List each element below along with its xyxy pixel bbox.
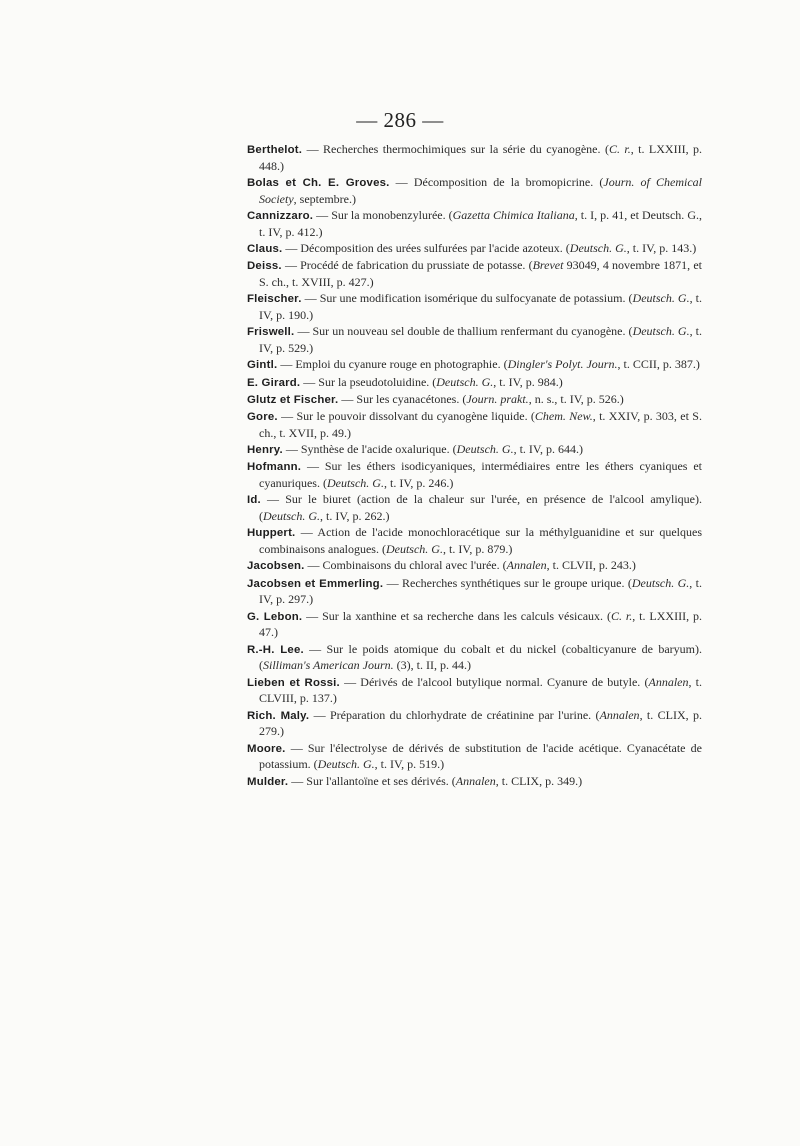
bibliography-entry xyxy=(247,558,702,575)
entry-author: Jacobsen. xyxy=(247,560,305,573)
entry-source: Deutsch. G. xyxy=(456,442,514,457)
entry-author: Bolas et Ch. E. Groves. xyxy=(247,177,390,189)
bibliography-entry xyxy=(247,525,702,557)
entry-reference: , t. LXXIII, p. 47.) xyxy=(259,608,703,640)
entry-reference: , n. s., t. IV, p. 526.) xyxy=(528,391,624,406)
entry-reference: , t. CLIX, p. 349.) xyxy=(495,773,583,788)
entry-text: — Sur une modification isomérique du sulfocyanate de potassium. ( xyxy=(301,291,633,306)
bibliography-list xyxy=(247,142,702,791)
entry-reference: , t. CLVIII, p. 137.) xyxy=(259,674,702,706)
bibliography-entry xyxy=(247,357,702,374)
bibliography-entry xyxy=(247,241,702,258)
entry-author: Fleischer. xyxy=(247,293,302,306)
entry-text: — Sur les cyanacétones. ( xyxy=(338,391,467,406)
entry-reference: , t. IV, p. 529.) xyxy=(259,324,702,355)
entry-text: — Combinaisons du chloral avec l'urée. ( xyxy=(304,558,507,573)
bibliography-entry xyxy=(247,442,702,459)
bibliography-entry xyxy=(247,375,702,392)
entry-text: — Sur la monobenzylurée. ( xyxy=(313,208,453,222)
entry-reference: , t. CCII, p. 387.) xyxy=(617,357,700,372)
entry-author: Deiss. xyxy=(247,260,282,273)
bibliography-entry xyxy=(247,675,702,707)
entry-reference: , t. CLVII, p. 243.) xyxy=(546,558,636,573)
entry-author: Moore. xyxy=(247,742,286,755)
entry-reference: , t. CLIX, p. 279.) xyxy=(259,707,702,739)
bibliography-entry xyxy=(247,175,702,207)
entry-reference: , t. IV, p. 262.) xyxy=(320,509,390,524)
entry-reference: , t. IV, p. 297.) xyxy=(259,575,702,607)
entry-reference: , t. LXXIII, p. 448.) xyxy=(259,142,703,173)
entry-text: — Sur l'allantoïne et ses dérivés. ( xyxy=(288,773,456,788)
entry-text: — Action de l'acide monochloracétique sur la méthylguanidine et sur quelques combinaisons analogues. ( xyxy=(259,525,702,557)
entry-source: Deutsch. G. xyxy=(569,241,627,255)
bibliography-entry xyxy=(247,642,702,674)
entry-reference: , t. IV, p. 879.) xyxy=(442,542,513,557)
bibliography-entry xyxy=(247,576,702,608)
entry-source: Silliman's American Journ. xyxy=(263,658,394,673)
bibliography-entry xyxy=(247,392,702,409)
entry-reference: , t. IV, p. 143.) xyxy=(626,241,697,255)
entry-source: Deutsch. G. xyxy=(436,374,494,389)
entry-author: Henry. xyxy=(247,444,283,457)
entry-source: Gazetta Chimica Italiana xyxy=(452,208,575,222)
entry-text: — Sur la pseudotoluidine. ( xyxy=(300,374,437,389)
entry-author: Lieben et Rossi. xyxy=(247,676,340,689)
entry-source: Deutsch. G. xyxy=(632,324,690,339)
bibliography-entry xyxy=(247,708,702,740)
entry-text: — Sur un nouveau sel double de thallium renfermant du cyanogène. ( xyxy=(294,324,633,339)
entry-text: — Sur les éthers isodicyaniques, intermédiaires entre les éthers cyaniques et cyanuriques. ( xyxy=(259,459,702,491)
entry-source: Deutsch. G. xyxy=(317,757,375,772)
entry-text: — Sur le pouvoir dissolvant du cyanogène liquide. ( xyxy=(277,409,535,424)
entry-author: Id. xyxy=(247,494,261,507)
entry-source: Annalen xyxy=(599,707,640,722)
entry-source: Annalen xyxy=(506,558,547,573)
entry-source: Annalen xyxy=(648,674,689,689)
entry-author: Rich. Maly. xyxy=(247,709,310,722)
bibliography-entry xyxy=(247,741,702,773)
entry-author: Huppert. xyxy=(247,527,296,540)
entry-source: Deutsch. G. xyxy=(326,476,384,491)
entry-source: Deutsch. G. xyxy=(385,542,443,557)
entry-text: — Sur l'électrolyse de dérivés de substitution de l'acide acétique. Cyanacétate de potassium. ( xyxy=(259,740,702,772)
entry-text: — Recherches thermochimiques sur la série du cyanogène. ( xyxy=(302,142,609,156)
entry-source: Deutsch. G. xyxy=(632,291,690,306)
entry-reference: , t. IV, p. 246.) xyxy=(383,476,454,491)
entry-author: Glutz et Fischer. xyxy=(247,393,339,406)
entry-author: G. Lebon. xyxy=(247,610,303,623)
entry-text: — Préparation du chlorhydrate de créatinine par l'urine. ( xyxy=(309,707,600,722)
entry-text: — Procédé de fabrication du prussiate de potasse. ( xyxy=(281,258,533,273)
bibliography-entry xyxy=(247,774,702,791)
entry-reference: , t. IV, p. 984.) xyxy=(493,374,563,389)
entry-text: — Emploi du cyanure rouge en photographie. ( xyxy=(277,357,508,372)
entry-author: Hofmann. xyxy=(247,461,302,474)
entry-author: R.-H. Lee. xyxy=(247,643,304,656)
bibliography-entry xyxy=(247,258,702,290)
bibliography-entry xyxy=(247,409,702,441)
entry-author: E. Girard. xyxy=(247,376,301,389)
bibliography-entry xyxy=(247,208,702,240)
entry-reference: 93049, 4 novembre 1871, et S. ch., t. XVIII, p. 427.) xyxy=(259,258,702,289)
entry-source: Brevet xyxy=(532,258,564,273)
entry-reference: , t. IV, p. 519.) xyxy=(374,757,445,772)
entry-author: Friswell. xyxy=(247,326,295,339)
entry-author: Claus. xyxy=(247,243,283,255)
entry-text: — Recherches synthétiques sur le groupe urique. ( xyxy=(383,575,632,590)
entry-reference: , t. I, p. 41, et Deutsch. G., t. IV, p. 412.) xyxy=(259,208,702,239)
bibliography-entry xyxy=(247,459,702,491)
entry-author: Gore. xyxy=(247,411,278,424)
entry-author: Berthelot. xyxy=(247,144,303,156)
entry-text: — Synthèse de l'acide oxalurique. ( xyxy=(282,442,457,457)
bibliography-entry xyxy=(247,324,702,356)
bibliography-entry xyxy=(247,492,702,524)
bibliography-entry xyxy=(247,609,702,641)
entry-text: — Décomposition de la bromopicrine. ( xyxy=(389,175,604,189)
entry-source: Chem. New. xyxy=(534,409,593,424)
entry-source: C. r. xyxy=(610,608,633,623)
entry-source: Deutsch. G. xyxy=(631,575,690,590)
entry-text: — Dérivés de l'alcool butylique normal. Cyanure de butyle. ( xyxy=(339,674,649,689)
entry-reference: (3), t. II, p. 44.) xyxy=(393,658,471,673)
entry-source: Journ. of Chemical Society xyxy=(259,175,702,206)
entry-reference: , septembre.) xyxy=(293,191,356,206)
bibliography-entry xyxy=(247,142,702,174)
entry-text: — Sur la xanthine et sa recherche dans les calculs vésicaux. ( xyxy=(302,608,611,623)
entry-text: — Sur le biuret (action de la chaleur sur l'urée, en présence de l'alcool amylique). ( xyxy=(259,492,702,524)
entry-author: Mulder. xyxy=(247,775,289,788)
entry-author: Gintl. xyxy=(247,359,278,372)
entry-source: C. r. xyxy=(608,142,631,156)
entry-source: Annalen xyxy=(455,773,496,788)
entry-source: Deutsch. G. xyxy=(263,509,320,524)
entry-author: Cannizzaro. xyxy=(247,210,314,222)
entry-reference: , t. XXIV, p. 303, et S. ch., t. XVII, p. 49.) xyxy=(259,409,702,440)
entry-author: Jacobsen et Emmerling. xyxy=(247,577,384,590)
entry-source: Journ. prakt. xyxy=(466,391,529,406)
entry-reference: , t. IV, p. 190.) xyxy=(259,291,702,322)
entry-reference: , t. IV, p. 644.) xyxy=(513,442,584,457)
page-number: — 286 — xyxy=(356,108,444,132)
bibliography-entry xyxy=(247,291,702,323)
entry-source: Dingler's Polyt. Journ. xyxy=(507,357,618,372)
entry-text: — Décomposition des urées sulfurées par l'acide azoteux. ( xyxy=(282,241,570,255)
entry-text: — Sur le poids atomique du cobalt et du nickel (cobalticyanure de baryum). ( xyxy=(259,641,702,673)
